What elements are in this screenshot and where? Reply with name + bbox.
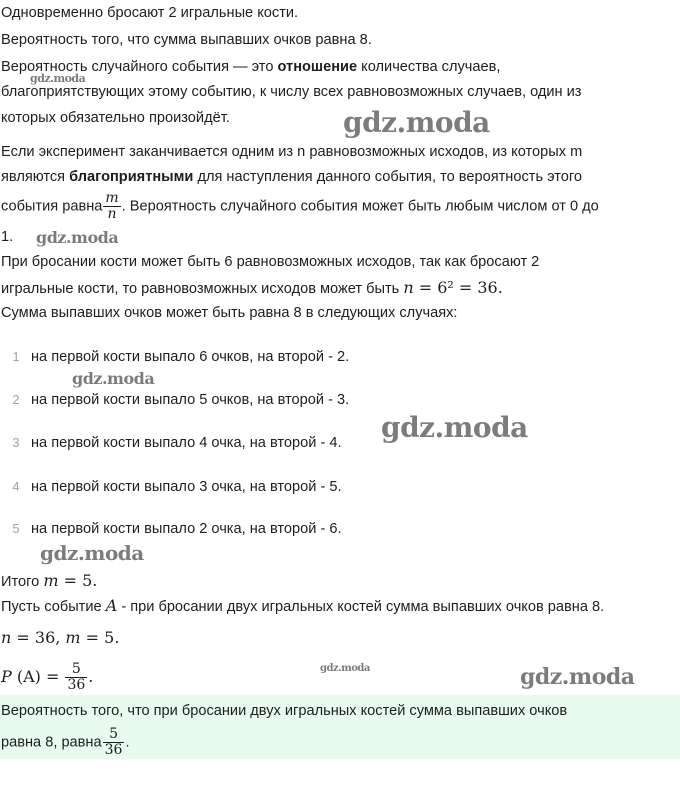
list-text: на первой кости выпало 5 очков, на второй - 3. <box>31 392 350 408</box>
experiment-line-2: являются благоприятными для наступления данного события, то вероятность этого <box>1 169 582 185</box>
watermark: gdz.moda <box>30 72 86 85</box>
definition-line-3: которых обязательно произойдёт. <box>1 110 230 126</box>
answer-line-1: Вероятность того, что при бросании двух игральных костей сумма выпавших очков <box>1 703 568 719</box>
watermark: gdz.moda <box>40 541 144 565</box>
dice-line-1: При бросании кости может быть 6 равновозможных исходов, так как бросают 2 <box>1 254 540 270</box>
problem-line-2: Вероятность того, что сумма выпавших очков равна 8. <box>1 32 372 48</box>
total-line: Итого m = 5. <box>1 571 98 590</box>
fraction-m-over-n: $\frac{m}{n}$ <box>105 190 119 222</box>
problem-line-1: Одновременно бросают 2 игральные кости. <box>1 5 299 21</box>
dice-line-2: игральные кости, то равновозможных исходов может быть n = 6² = 36. <box>1 278 503 297</box>
fraction-5-over-36: $\frac{5}{36}$ <box>67 661 86 693</box>
n-m-values: n = 36, m = 5. <box>1 628 120 647</box>
watermark: gdz.moda <box>72 369 155 388</box>
list-text: на первой кости выпало 6 очков, на второй - 2. <box>31 349 350 365</box>
answer-fraction: $\frac{5}{36}$ <box>104 726 123 758</box>
watermark: gdz.moda <box>381 411 528 444</box>
experiment-line-3: события равна $\frac{m}{n}$ . Вероятность случайного события может быть любым числом от 0 до <box>1 190 599 222</box>
definition-line-1: Вероятность случайного события — это отношение количества случаев, <box>1 59 501 75</box>
definition-line-2: благоприятствующих этому событию, к числу всех равновозможных случаев, один из <box>1 84 582 100</box>
watermark: gdz.moda <box>343 106 490 139</box>
experiment-line-4: 1. <box>1 229 14 245</box>
watermark: gdz.moda <box>320 663 370 674</box>
experiment-line-1: Если эксперимент заканчивается одним из n равновозможных исходов, из которых m <box>1 144 583 160</box>
list-number: 5 <box>12 521 20 536</box>
list-text: на первой кости выпало 4 очка, на второй - 4. <box>31 435 342 451</box>
bold-term-ratio: отношение <box>277 59 358 75</box>
list-number: 1 <box>12 349 20 364</box>
list-text: на первой кости выпало 3 очка, на второй - 5. <box>31 479 342 495</box>
bold-term-favorable: благоприятными <box>69 169 194 185</box>
list-text: на первой кости выпало 2 очка, на второй - 6. <box>31 521 342 537</box>
event-line: Пусть событие A - при бросании двух игральных костей сумма выпавших очков равна 8. <box>1 596 605 615</box>
answer-block <box>0 695 680 759</box>
watermark: gdz.moda <box>36 228 119 247</box>
list-number: 4 <box>12 479 20 494</box>
cases-intro: Сумма выпавших очков может быть равна 8 в следующих случаях: <box>1 305 458 321</box>
watermark: gdz.moda <box>520 664 635 690</box>
probability-formula: P (A) = $\frac{5}{36}$ . <box>1 661 94 693</box>
list-number: 3 <box>12 435 20 450</box>
answer-line-2: равна 8, равна $\frac{5}{36}$ . <box>1 726 130 758</box>
list-number: 2 <box>12 392 20 407</box>
